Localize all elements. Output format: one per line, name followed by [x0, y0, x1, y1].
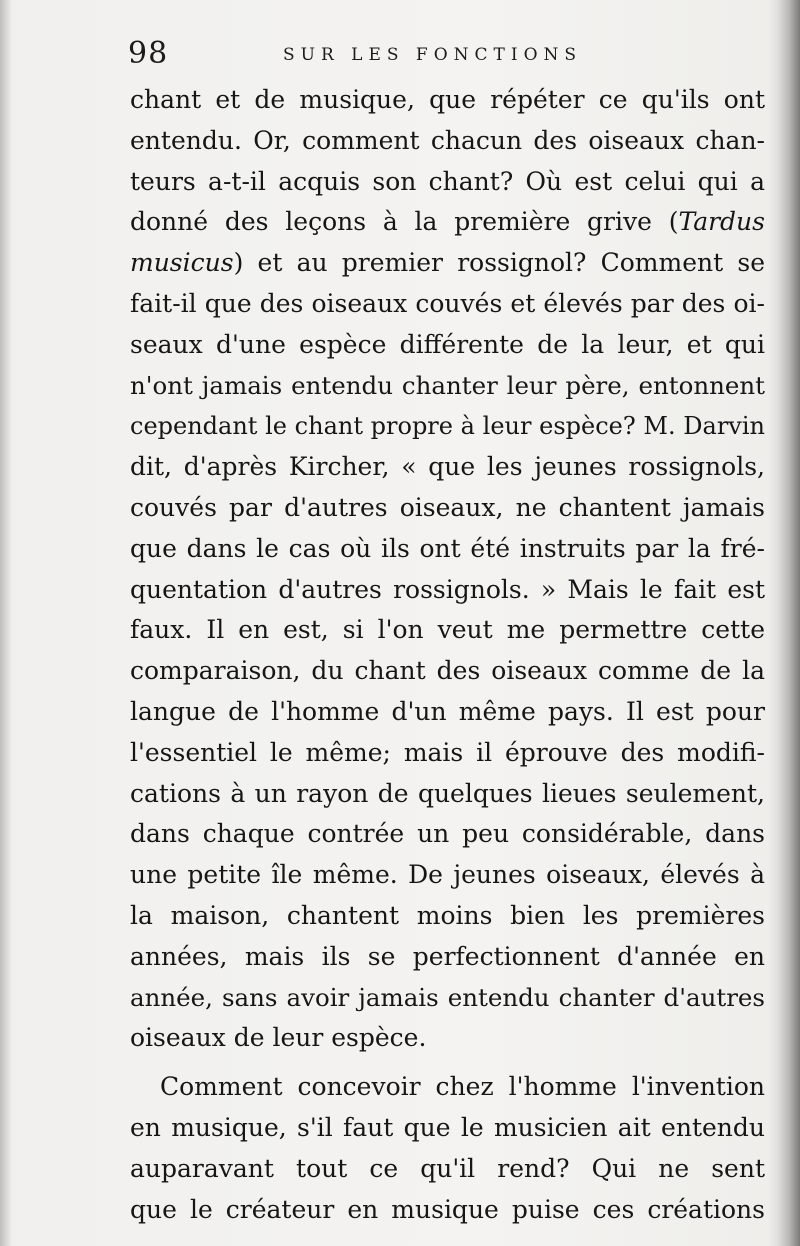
paragraph-1 — [130, 80, 765, 1059]
text-line: comparaison, du chant des oiseaux comme de la — [130, 656, 765, 686]
page-header — [128, 28, 778, 78]
text-line: cations à un rayon de quelques lieues seulement, — [130, 778, 765, 808]
text-line: chant et de musique, que répéter ce qu'ils ont — [130, 85, 765, 114]
text-line: faux. Il en est, si l'on veut me permettre cette — [130, 615, 765, 645]
text-line: seaux d'une espèce différente de la leur, et qui — [130, 329, 765, 359]
text-line: cependant le chant propre à leur espèce? M. Darvin — [130, 412, 765, 441]
text-line: fait-il que des oiseaux couvés et élevés par des oi- — [130, 288, 765, 318]
text-line: teurs a-t-il acquis son chant? Où est celui qui a — [130, 166, 765, 196]
text-line: année, sans avoir jamais entendu chanter d'autres — [130, 982, 765, 1012]
text-line: années, mais ils se perfectionnent d'année en — [130, 941, 765, 971]
italic-term: musicus — [130, 248, 234, 278]
text-line: oiseaux de leur espèce. — [130, 1023, 427, 1053]
text-line: que le créateur en musique puise ces créations — [130, 1194, 765, 1224]
text-line: l'essentiel le même; mais il éprouve des modifi- — [130, 737, 765, 767]
text-line: dans chaque contrée un peu considérable, dans — [130, 819, 765, 849]
text-line: dit, d'après Kircher, « que les jeunes rossignols, — [130, 452, 765, 482]
text-line: quentation d'autres rossignols. » Mais le fait est — [130, 574, 765, 604]
paragraph-2 — [130, 1067, 765, 1230]
text-line: entendu. Or, comment chacun des oiseaux chan- — [130, 125, 765, 155]
text-segment: ) et au premier rossignol? Comment se — [233, 248, 765, 278]
text-line: que dans le cas où ils ont été instruits par la fré- — [130, 533, 765, 563]
text-line: en musique, s'il faut que le musicien ait entendu — [130, 1112, 765, 1142]
italic-term: Tardus — [678, 207, 765, 237]
page-edge-shadow — [778, 0, 800, 1246]
running-head: SUR LES FONCTIONS — [283, 45, 583, 65]
text-line: n'ont jamais entendu chanter leur père, entonnent — [130, 370, 765, 400]
body-text — [130, 80, 765, 1230]
text-line: Comment concevoir chez l'homme l'invention — [160, 1072, 765, 1102]
page-gutter — [0, 0, 10, 1246]
paragraph-gap — [130, 1059, 765, 1067]
text-line: une petite île même. De jeunes oiseaux, élevés à — [130, 860, 765, 890]
text-line — [130, 243, 765, 284]
text-line: couvés par d'autres oiseaux, ne chantent jamais — [130, 492, 765, 522]
text-line — [130, 202, 765, 243]
text-line: la maison, chantent moins bien les premières — [130, 900, 765, 930]
page-number: 98 — [128, 36, 169, 71]
text-line: langue de l'homme d'un même pays. Il est pour — [130, 696, 765, 726]
text-segment: donné des leçons à la première grive ( — [130, 207, 679, 237]
text-line: auparavant tout ce qu'il rend? Qui ne sent — [130, 1153, 765, 1183]
